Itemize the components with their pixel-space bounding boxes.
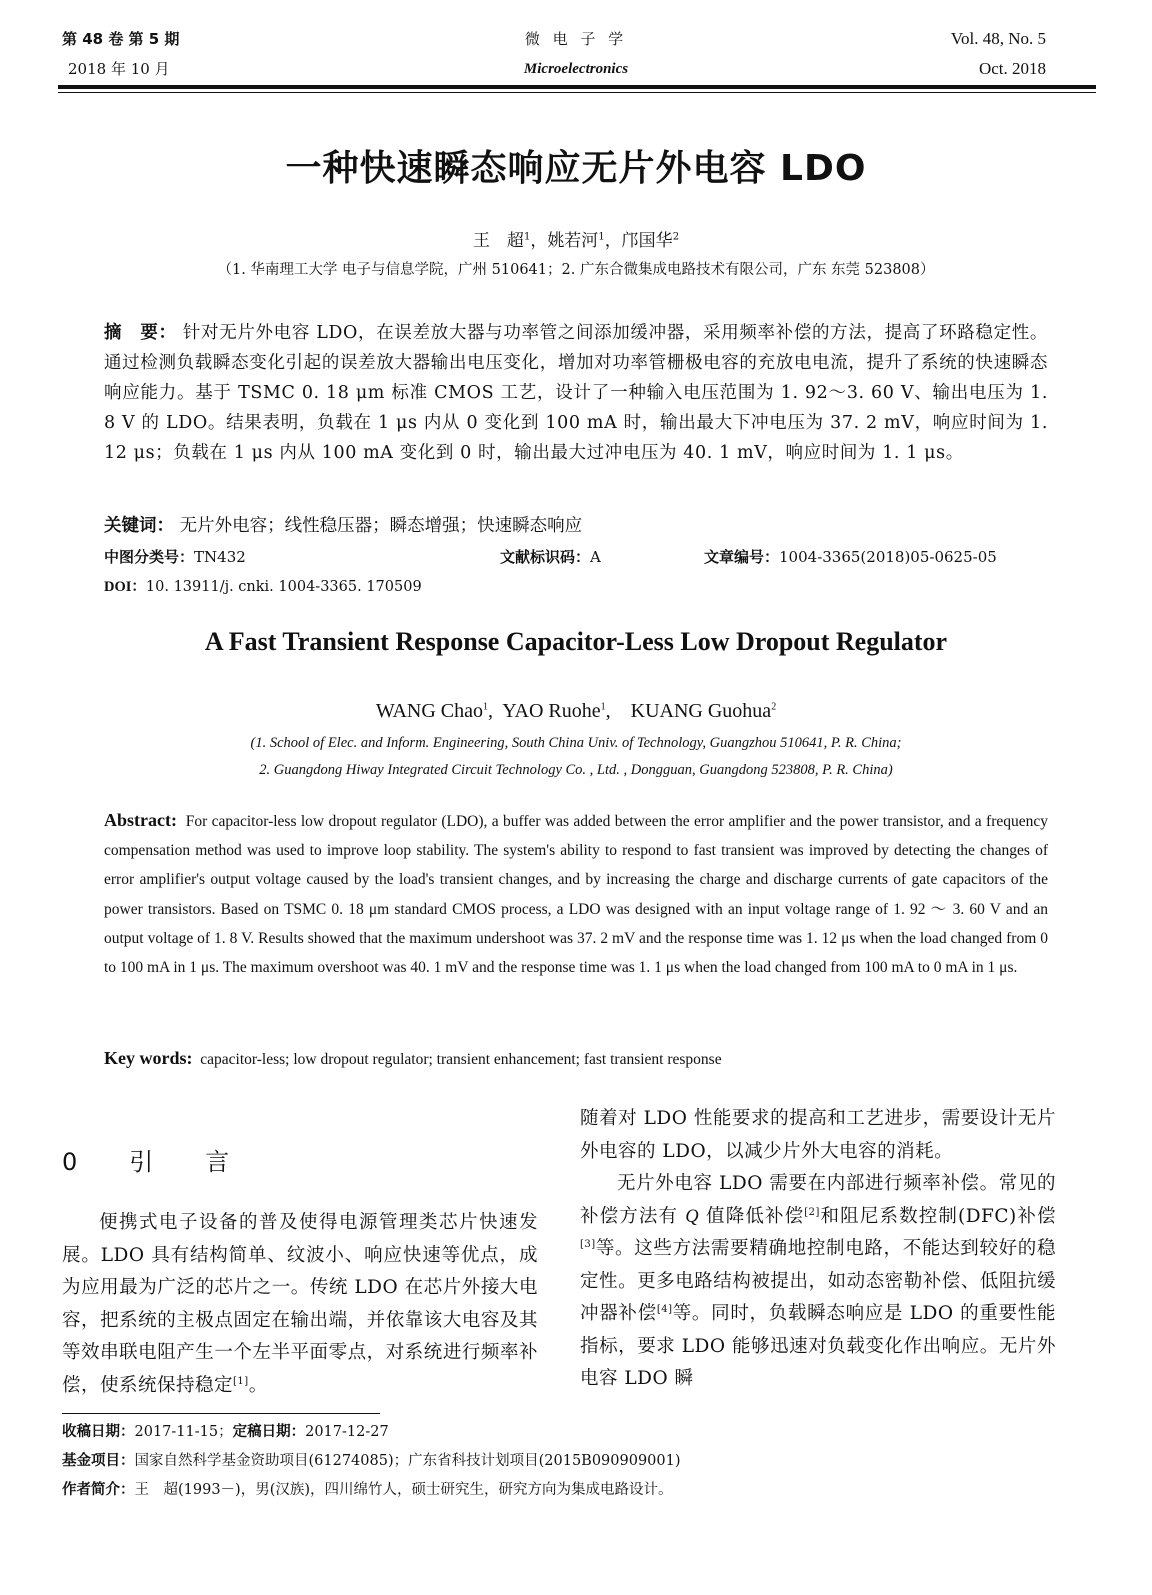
abstract-cn	[104, 318, 1048, 468]
body-paragraph-right-1: 随着对 LDO 性能要求的提高和工艺进步，需要设计无片外电容的 LDO，以减少片外大电容的消耗。	[580, 1108, 1056, 1162]
authors-en: WANG Chao$^1$, YAO Ruohe$^1$, KUANG Guohua$^2$	[375, 700, 777, 722]
accepted-label: 定稿日期：	[232, 1424, 306, 1440]
clc-value: TN432	[194, 548, 246, 566]
doc-code-value: A	[590, 548, 601, 566]
body-paragraph-left	[62, 1207, 538, 1402]
keywords-cn	[104, 514, 1048, 538]
footnote-fund	[62, 1451, 1062, 1471]
author-en-3: KUANG Guohua	[630, 700, 772, 722]
body-right-text-e: 等。同时，负载瞬态响应是 LDO 的重要性能指标，要求 LDO 能够迅速对负载变化作出响应。无片外电容 LDO 瞬	[580, 1303, 1056, 1389]
footnote-separator: ；	[218, 1424, 233, 1440]
body-right-q-symbol: Q	[685, 1206, 700, 1227]
header-volume-cn: 第 48 卷 第 5 期	[62, 30, 180, 48]
header-journal-cn: 微 电 子 学	[524, 30, 628, 48]
article-no-label: 文章编号：	[704, 548, 780, 566]
keywords-en	[104, 1046, 1048, 1072]
header-rule-thick	[58, 85, 1096, 89]
body-left-text: 便携式电子设备的普及使得电源管理类芯片快速发展。LDO 具有结构简单、纹波小、响应快速等优点，成为应用最为广泛的芯片之一。传统 LDO 在芯片外接大电容，把系统的主极点固定在输出端，并依靠该大电容及其等效串联电阻产生一个左半平面零点，对系统进行频率补偿，使系统保持稳定	[62, 1212, 538, 1396]
header-journal-en: Microelectronics	[523, 61, 629, 77]
citation-4: [4]	[656, 1303, 673, 1315]
affiliation-en-1: (1. School of Elec. and Inform. Engineering, South China Univ. of Technology, Guangzhou 510641, P. R. China;	[250, 735, 902, 751]
body-right-text-c: 和阻尼系数控制(DFC)补偿	[819, 1205, 1057, 1227]
author-cn-1: 王 超	[472, 231, 524, 251]
body-paragraph-right-2	[580, 1168, 1056, 1396]
body-right-text-a: 无片外电容 LDO 需要在内部进行频率补偿。常见的补偿方法有	[580, 1173, 1056, 1227]
received-date: 2017-11-15	[134, 1424, 219, 1440]
body-column-left	[62, 1207, 538, 1402]
section-heading-intro: 0 引 言	[62, 1148, 244, 1176]
header-date-cn: 2018 年 10 月	[68, 60, 170, 78]
abstract-cn-text: 针对无片外电容 LDO，在误差放大器与功率管之间添加缓冲器，采用频率补偿的方法，提高了环路稳定性。通过检测负载瞬态变化引起的误差放大器输出电压变化，增加对功率管栅极电容的充放电电流，提升了系统的快速瞬态响应能力。基于 TSMC 0. 18 μm 标准 CMOS 工艺，设计了一种输入电压范围为 1. 92～3. 60 V、输出电压为 1. 8 V 的 LDO。结果表明，负载在 1 μs 内从 0 变化到 100 mA 时，输出最大下冲电压为 37. 2 mV，响应时间为 1. 12 μs；负载在 1 μs 内从 100 mA 变化到 0 时，输出最大过冲电压为 40. 1 mV，响应时间为 1. 1 μs。	[104, 323, 1048, 463]
author-cn-3: 邝国华	[621, 231, 673, 251]
author-cn-2-sup: 1	[598, 231, 605, 243]
doi-value: 10. 13911/j. cnki. 1004-3365. 170509	[145, 579, 422, 595]
author-cn-3-sup: 2	[672, 231, 680, 243]
abstract-en-text: For capacitor-less low dropout regulator (LDO), a buffer was added between the error amplifier and the power transistor, and a frequency compensation method was used to improve loop stability. The system's ability to respond to fast transient was improved by detecting the changes of error amplifier's output voltage caused by the load's transient changes, and by increasing the charge and discharge currents of gate capacitors of the power transistors. Based on TSMC 0. 18 μm standard CMOS process, a LDO was designed with an input voltage range of 1. 92 ～ 3. 60 V and an output voltage of 1. 8 V. Results showed that the maximum undershoot was 37. 2 mV and the response time was 1. 12 μs when the load changed from 0 to 100 mA in 1 μs. The maximum overshoot was 40. 1 mV and the response time was 1. 1 μs when the load changed from 100 mA to 0 mA in 1 μs.	[104, 813, 1049, 977]
body-right-text-b: 值降低补偿	[699, 1205, 805, 1227]
footnote-dates	[62, 1422, 1062, 1442]
author-en-1: WANG Chao	[375, 700, 484, 722]
footnote-bio	[62, 1480, 1062, 1500]
affiliation-en-2: 2. Guangdong Hiway Integrated Circuit Technology Co. , Ltd. , Dongguan, Guangdong 523808, P. R. China)	[259, 762, 893, 778]
author-en-2: YAO Ruohe	[502, 700, 601, 722]
body-left-end: 。	[248, 1374, 268, 1396]
author-en-1-sup: 1	[483, 701, 489, 713]
bio-text: 王 超(1993－)，男(汉族)，四川绵竹人，硕士研究生，研究方向为集成电路设计。	[134, 1482, 673, 1498]
keywords-en-label: Key words:	[104, 1048, 193, 1068]
author-en-3-sup: 2	[771, 701, 777, 713]
footnote-rule	[62, 1413, 380, 1414]
abstract-cn-label: 摘 要：	[104, 323, 177, 343]
author-en-2-sup: 1	[600, 701, 606, 713]
doc-code-label: 文献标识码：	[500, 548, 591, 566]
accepted-date: 2017-12-27	[305, 1424, 389, 1440]
header-rule-thin	[58, 92, 1096, 93]
header-date-en: Oct. 2018	[978, 59, 1046, 78]
doi-label: DOI：	[104, 579, 146, 595]
bio-label: 作者简介：	[62, 1482, 135, 1498]
author-cn-2: 姚若河	[547, 231, 599, 251]
fund-text: 国家自然科学基金资助项目(61274085)；广东省科技计划项目(2015B090909001)	[134, 1453, 681, 1469]
authors-cn: 王 超$^1$，姚若河$^1$，邝国华$^2$	[472, 231, 680, 251]
fund-label: 基金项目：	[62, 1453, 135, 1469]
keywords-en-text: capacitor-less; low dropout regulator; transient enhancement; fast transient response	[200, 1051, 722, 1068]
body-right-text-d: 等。这些方法需要精确地控制电路，不能达到较好的稳定性。更多电路结构被提出，如动态密勒补偿、低阻抗缓冲器补偿	[580, 1238, 1056, 1324]
clc-label: 中图分类号：	[104, 548, 195, 566]
doi-row	[104, 577, 422, 597]
body-column-right	[580, 1103, 1056, 1396]
citation-2: [2]	[804, 1206, 820, 1218]
received-label: 收稿日期：	[62, 1424, 135, 1440]
abstract-en-label: Abstract:	[104, 810, 177, 830]
citation-3: [3]	[580, 1238, 596, 1250]
abstract-en	[104, 806, 1048, 982]
affiliation-cn: （1. 华南理工大学 电子与信息学院，广州 510641；2. 广东合微集成电路技术有限公司，广东 东莞 523808）	[217, 262, 935, 278]
citation-1: [1]	[233, 1375, 249, 1387]
article-no-value: 1004-3365(2018)05-0625-05	[779, 548, 997, 566]
author-cn-1-sup: 1	[523, 231, 531, 243]
paper-title-en: A Fast Transient Response Capacitor-Less Low Dropout Regulator	[204, 627, 948, 656]
keywords-cn-text: 无片外电容；线性稳压器；瞬态增强；快速瞬态响应	[179, 516, 583, 536]
keywords-cn-label: 关键词：	[104, 516, 174, 536]
header-volume-en: Vol. 48, No. 5	[950, 29, 1046, 48]
paper-title-cn: 一种快速瞬态响应无片外电容 LDO	[285, 148, 867, 189]
